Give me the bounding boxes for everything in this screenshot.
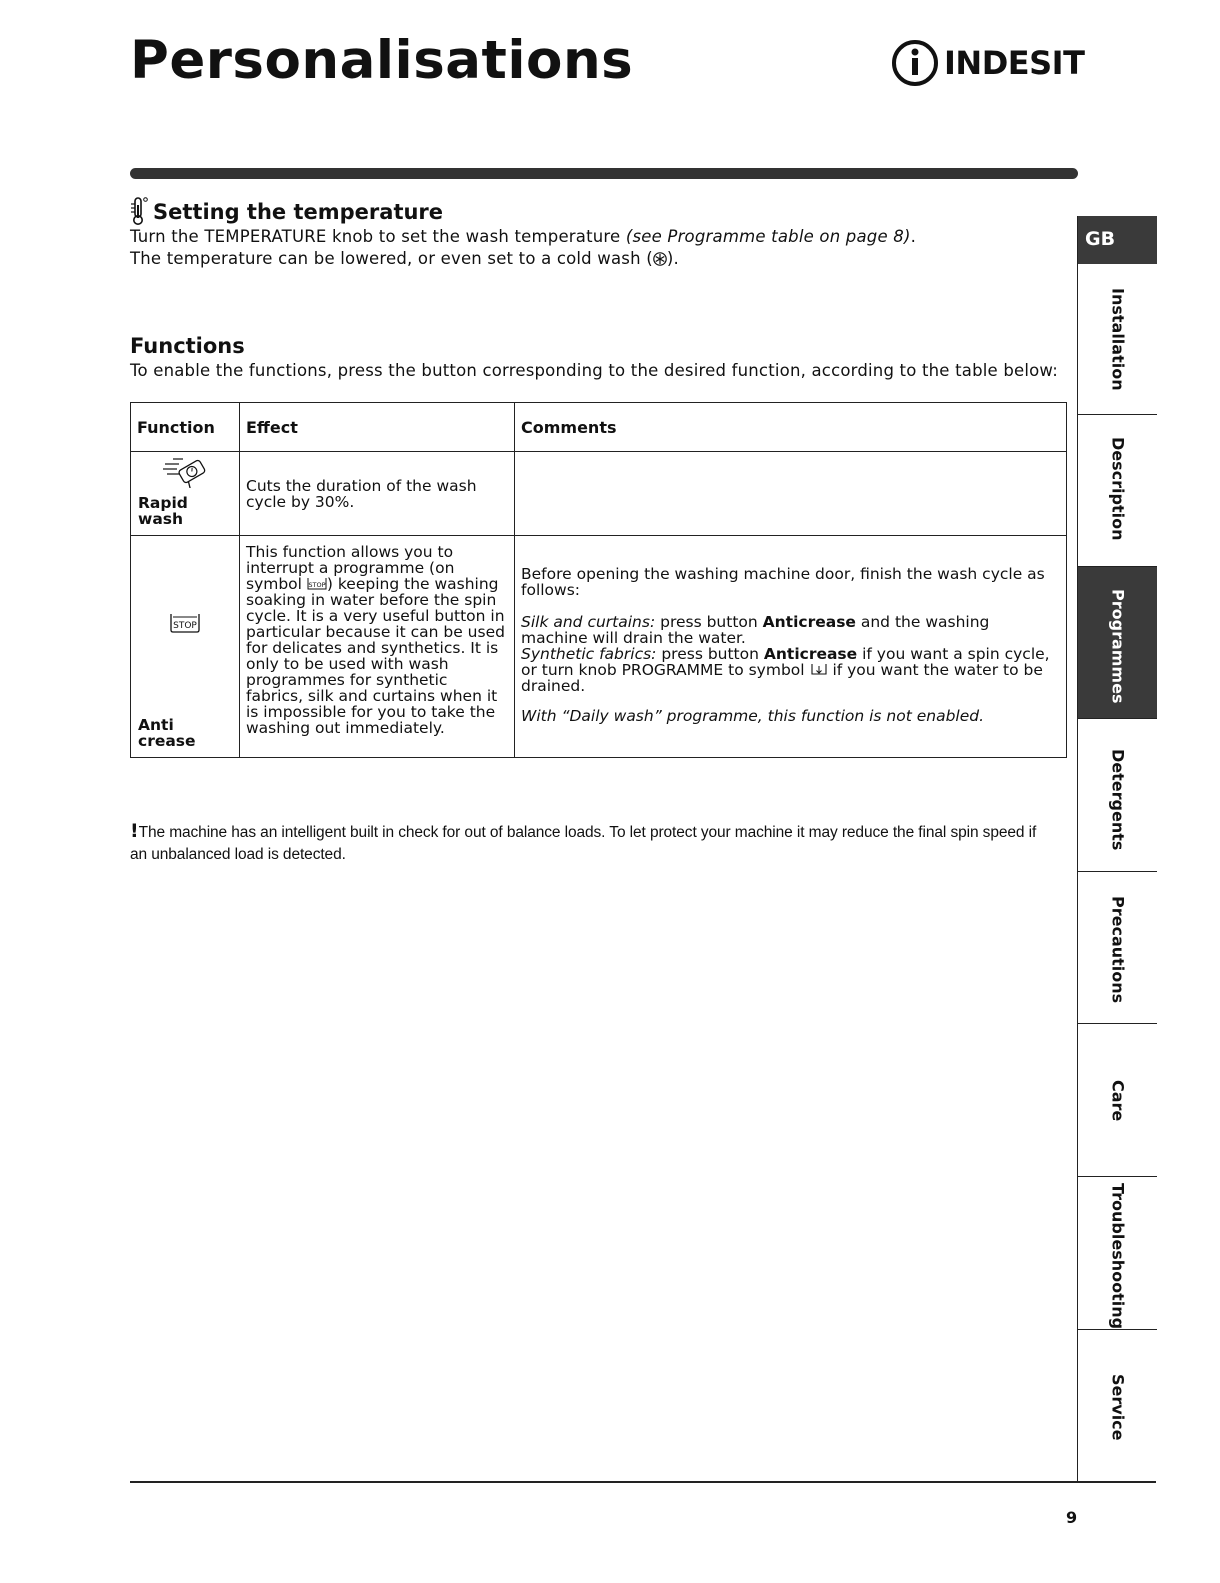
tab-care[interactable]: Care	[1078, 1023, 1157, 1176]
tab-service[interactable]: Service	[1078, 1329, 1157, 1482]
brand-name: INDESIT	[944, 44, 1085, 82]
sidebar-nav	[1077, 216, 1157, 1483]
temperature-heading: Setting the temperature	[153, 200, 444, 224]
stop-icon-text: STOP	[173, 621, 197, 631]
tab-description[interactable]: Description	[1078, 414, 1157, 567]
warning-mark: !	[130, 820, 139, 842]
table-header-row	[131, 403, 1067, 452]
rapid-wash-icon	[161, 456, 211, 488]
footer-divider	[130, 1481, 1156, 1483]
comment-daily-wash: With “Daily wash” programme, this function is not enabled.	[521, 707, 985, 725]
page-title: Personalisations	[130, 30, 634, 91]
header-effect: Effect	[240, 403, 515, 452]
temperature-line-2: The temperature can be lowered, or even set to a cold wash ( ).	[130, 249, 679, 268]
svg-text:STOP: STOP	[308, 581, 326, 589]
comment-intro: Before opening the washing machine door, finish the wash cycle as follows:	[521, 565, 1045, 599]
tab-troubleshooting[interactable]: Troubleshooting	[1078, 1176, 1157, 1329]
balance-note: !The machine has an intelligent built in check for out of balance loads. To let protect your machine it may reduce the final spin speed if an unbalanced load is detected.	[130, 820, 1037, 863]
temperature-line-1: Turn the TEMPERATURE knob to set the wash temperature (see Programme table on page 8).	[130, 227, 917, 246]
header-comments: Comments	[515, 403, 1067, 452]
functions-intro: To enable the functions, press the button corresponding to the desired function, according to the table below:	[130, 361, 1058, 380]
comment-silk: Silk and curtains: press button Anticrease and the washing machine will drain the water.	[521, 613, 990, 647]
page-number: 9	[1066, 1508, 1078, 1527]
inline-stop-icon	[307, 577, 327, 591]
anti-crease-label: Anti crease	[138, 716, 196, 750]
anti-crease-comments	[515, 536, 1067, 758]
tab-programmes[interactable]: Programmes	[1078, 566, 1157, 719]
functions-heading: Functions	[130, 334, 245, 358]
anti-crease-function-cell	[131, 536, 240, 758]
stop-icon	[169, 612, 201, 638]
rapid-wash-function-cell	[131, 452, 240, 536]
rapid-wash-label: Rapid wash	[138, 494, 188, 528]
table-row-anti-crease	[131, 536, 1067, 758]
cold-wash-snowflake-icon	[653, 252, 667, 266]
comment-synthetic: Synthetic fabrics: press button Anticrease if you want a spin cycle, or turn knob PROGRAMME to symbol if you want the water to be drained.	[521, 645, 1050, 695]
rapid-wash-comments	[515, 452, 1067, 536]
indesit-info-icon	[890, 38, 940, 88]
table-row-rapid-wash	[131, 452, 1067, 536]
rapid-wash-effect: Cuts the duration of the wash cycle by 30%.	[240, 452, 515, 536]
thermometer-icon	[130, 196, 150, 226]
header-function: Function	[131, 403, 240, 452]
tab-precautions[interactable]: Precautions	[1078, 871, 1157, 1024]
header-divider	[130, 168, 1078, 179]
functions-table	[130, 402, 1067, 758]
drain-icon	[810, 663, 828, 677]
language-tab[interactable]: GB	[1078, 216, 1157, 264]
brand-logo	[890, 38, 1084, 88]
tab-detergents[interactable]: Detergents	[1078, 718, 1157, 871]
tab-installation[interactable]: Installation	[1108, 288, 1127, 391]
anti-crease-effect: This function allows you to interrupt a programme (on symbol STOP ) keeping the washing soaking in water before the spin cycle. It is a very useful button in particular because it can be used for delicates and synthetics. It is only to be used with wash programmes for synthetic fabrics, silk and curtains when it is impossible for you to take the washing out immediately.	[240, 536, 515, 758]
